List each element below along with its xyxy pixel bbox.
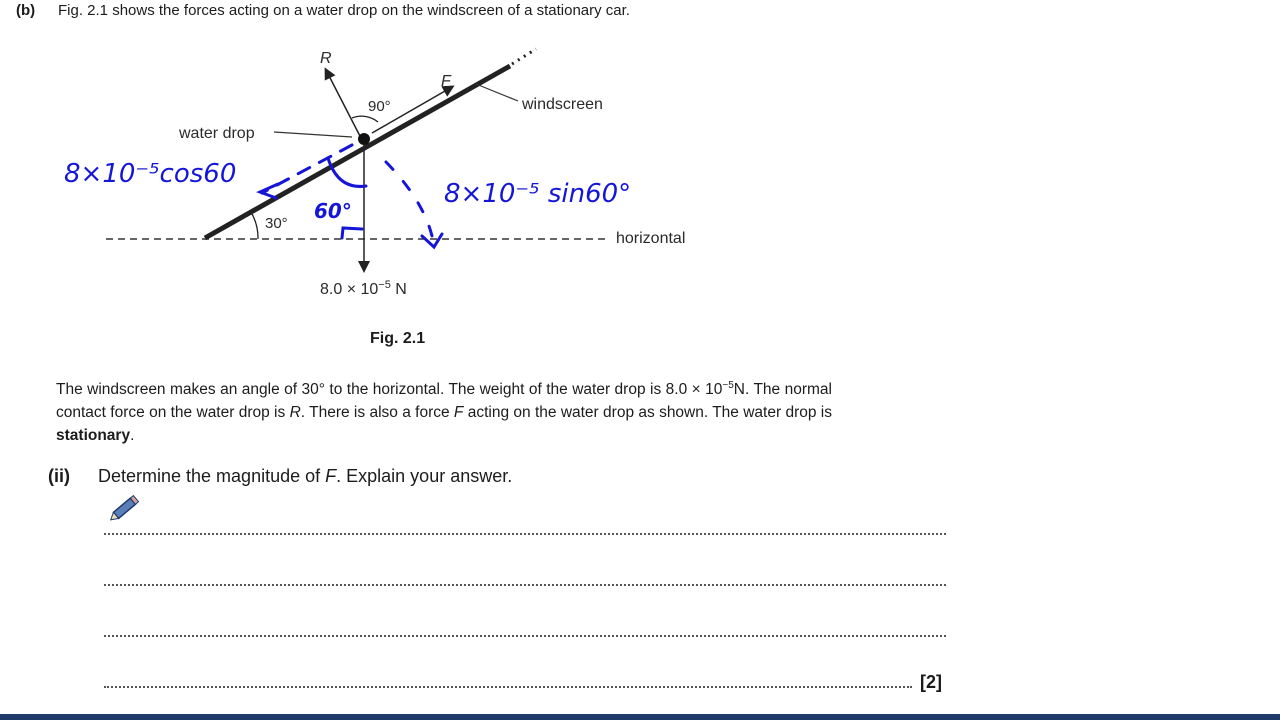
q-text-post: . Explain your answer. bbox=[336, 466, 513, 486]
weight-exponent: −5 bbox=[378, 279, 391, 291]
para-part-3: . There is also a force bbox=[300, 404, 454, 422]
subquestion-label: (ii) bbox=[48, 466, 70, 486]
label-horizontal: horizontal bbox=[616, 230, 686, 247]
label-weight bbox=[320, 279, 407, 298]
annotation-cos: 8×10⁻⁵cos60 bbox=[64, 159, 237, 189]
force-diagram bbox=[0, 0, 1280, 330]
para-part-4: acting on the water drop as shown. The water drop is bbox=[463, 404, 832, 422]
bottom-bar bbox=[0, 714, 1280, 720]
para-part-2: N. The normal contact force on the water drop is bbox=[56, 381, 832, 422]
angle-arc-90 bbox=[352, 116, 378, 122]
label-water-drop: water drop bbox=[179, 125, 255, 142]
force-r-arrow bbox=[326, 70, 362, 140]
weight-unit: N bbox=[390, 281, 407, 298]
para-stationary: stationary bbox=[56, 427, 131, 445]
subquestion-text bbox=[98, 466, 512, 487]
label-90: 90° bbox=[368, 98, 391, 115]
pencil-icon[interactable] bbox=[110, 492, 142, 522]
para-symbol-r: R bbox=[289, 404, 301, 422]
para-part-5: . bbox=[130, 427, 135, 445]
answer-line-4[interactable] bbox=[104, 686, 912, 688]
q-symbol-f: F bbox=[325, 466, 337, 486]
right-angle-mark bbox=[342, 228, 362, 238]
answer-line-3[interactable] bbox=[104, 635, 946, 637]
question-paragraph bbox=[56, 374, 832, 447]
para-symbol-f: F bbox=[453, 404, 464, 422]
answer-line-2[interactable] bbox=[104, 584, 946, 586]
figure-caption: Fig. 2.1 bbox=[370, 330, 426, 347]
q-text-pre: Determine the magnitude of bbox=[98, 466, 326, 486]
water-drop-leader bbox=[274, 132, 352, 137]
label-f: F bbox=[441, 73, 451, 90]
component-perpendicular bbox=[386, 162, 434, 246]
para-exponent: −5 bbox=[722, 380, 734, 391]
windscreen-leader bbox=[476, 84, 518, 101]
angle-arc-60-hand bbox=[328, 158, 366, 186]
annotation-sin: 8×10⁻⁵ sin60° bbox=[444, 179, 632, 209]
label-windscreen: windscreen bbox=[522, 96, 603, 113]
answer-line-1[interactable] bbox=[104, 533, 946, 535]
label-r: R bbox=[320, 50, 332, 67]
water-drop-dot bbox=[358, 133, 370, 145]
angle-arc-30 bbox=[251, 212, 258, 239]
annotation-60: 60° bbox=[314, 199, 352, 223]
weight-mantissa: 8.0 × 10 bbox=[320, 281, 379, 298]
part-label: (b) bbox=[16, 2, 36, 19]
intro-text: Fig. 2.1 shows the forces acting on a water drop on the windscreen of a stationary car. bbox=[58, 2, 630, 19]
label-30: 30° bbox=[265, 215, 288, 232]
marks-label: [2] bbox=[920, 672, 942, 692]
para-part-1: The windscreen makes an angle of 30° to the horizontal. The weight of the water drop is 8.0 × 10 bbox=[56, 381, 723, 399]
windscreen-continuation bbox=[512, 49, 536, 64]
